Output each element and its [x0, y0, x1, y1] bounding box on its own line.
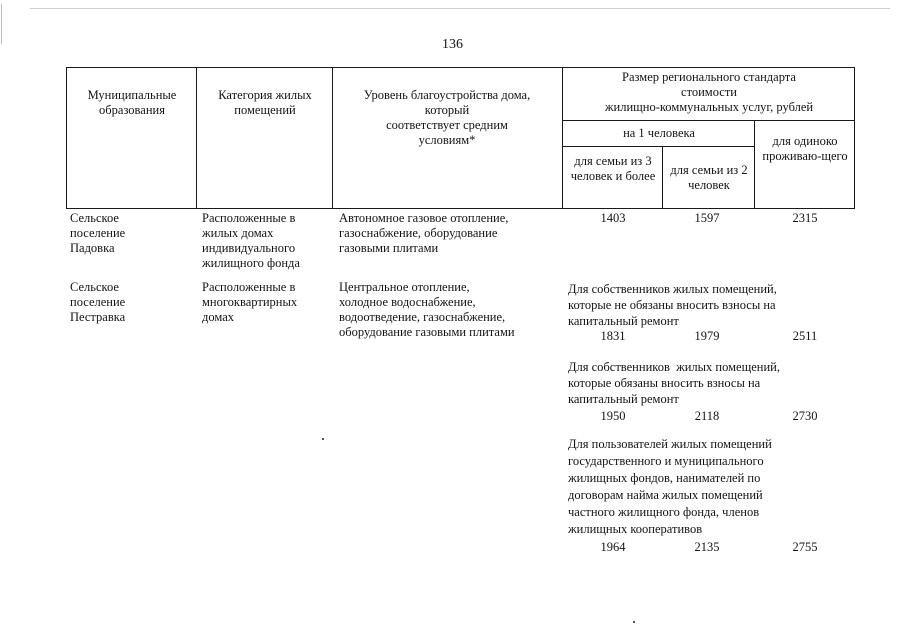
cell-line: газоснабжение, оборудование: [339, 226, 498, 240]
group-text-line: Для собственников жилых помещений,: [568, 360, 780, 374]
table-line: [66, 67, 855, 68]
group-text-line: Для собственников жилых помещений,: [568, 282, 777, 296]
value-single: 2730: [792, 409, 818, 423]
cell-line: Расположенные в: [202, 211, 296, 225]
header-family-3: для семьи из 3 человек и более: [570, 154, 656, 183]
value-family2: 1597: [694, 211, 720, 225]
value-single: 2755: [792, 540, 818, 554]
row-pestravka-municipality: [70, 280, 194, 325]
cell-line: домах: [202, 310, 234, 324]
cell-line: поселение: [70, 295, 126, 309]
group-text-line: Для пользователей жилых помещений: [568, 437, 772, 451]
table-line: [754, 120, 755, 209]
group-text-line: государственного и муниципального: [568, 454, 764, 468]
value-single: 2511: [792, 329, 818, 343]
value-family2: 1979: [694, 329, 720, 343]
header-category: Категория жилых помещений: [218, 88, 312, 117]
header-municipality: Муниципальные образования: [87, 88, 177, 117]
group-text-line: которые обязаны вносить взносы на: [568, 376, 761, 390]
owner-group-with-contribution: [568, 359, 854, 407]
table-line: [562, 120, 855, 121]
header-comfort-line: Уровень благоустройства дома,: [363, 88, 531, 102]
header-standard-line: Размер регионального стандарта: [622, 70, 796, 84]
group-text-line: жилищных фондов, нанимателей по: [568, 471, 761, 485]
cell-line: Сельское: [70, 280, 119, 294]
table-line: [332, 67, 333, 209]
group-text-line: договорам найма жилых помещений: [568, 488, 763, 502]
header-comfort-line: который: [424, 103, 470, 117]
group-text-line: капитальный ремонт: [568, 392, 679, 406]
row-pestravka-category: [202, 280, 330, 325]
header-standard-line: жилищно-коммунальных услуг, рублей: [604, 100, 814, 114]
header-standard-line: стоимости: [681, 85, 737, 99]
header-family-2: для семьи из 2 человек: [670, 163, 748, 192]
row-pestravka-comfort: [339, 280, 561, 340]
header-per-person: на 1 человека: [623, 126, 695, 140]
table-line: [662, 146, 663, 209]
cell-line: Центральное отопление,: [339, 280, 470, 294]
cell-line: жилищного фонда: [202, 256, 300, 270]
cell-line: водоотведение, газоснабжение,: [339, 310, 506, 324]
cell-line: Автономное газовое отопление,: [339, 211, 509, 225]
cell-line: индивидуального: [202, 241, 296, 255]
cell-line: Пестравка: [70, 310, 126, 324]
cell-line: многоквартирных: [202, 295, 298, 309]
cell-line: Расположенные в: [202, 280, 296, 294]
header-comfort-level: [336, 88, 558, 148]
cell-line: холодное водоснабжение,: [339, 295, 476, 309]
table-line: [196, 67, 197, 209]
value-family3: 1403: [600, 211, 626, 225]
group-text-line: которые не обязаны вносить взносы на: [568, 298, 776, 312]
cell-line: газовыми плитами: [339, 241, 439, 255]
cell-line: поселение: [70, 226, 126, 240]
value-family2: 2118: [694, 409, 720, 423]
table-line: [562, 146, 754, 147]
group-text-line: частного жилищного фонда, членов: [568, 505, 760, 519]
value-family3: 1964: [600, 540, 626, 554]
header-single: для одиноко проживаю-щего: [762, 134, 848, 163]
cell-line: Сельское: [70, 211, 119, 225]
header-comfort-line: условиям*: [418, 133, 476, 147]
group-text-line: жилищных кооперативов: [568, 522, 703, 536]
cell-line: Падовка: [70, 241, 115, 255]
value-family3: 1831: [600, 329, 626, 343]
cell-line: оборудование газовыми плитами: [339, 325, 515, 339]
owner-group-no-contribution: [568, 281, 854, 329]
row-padovka-municipality: [70, 211, 194, 256]
table-line: [66, 208, 855, 209]
value-single: 2315: [792, 211, 818, 225]
header-standard-size: [564, 70, 854, 115]
table-line: [854, 67, 855, 209]
tenant-group: [568, 436, 854, 538]
cell-line: жилых домах: [202, 226, 274, 240]
value-family3: 1950: [600, 409, 626, 423]
row-padovka-comfort: [339, 211, 561, 256]
header-comfort-line: соответствует средним: [386, 118, 508, 132]
table-line: [66, 67, 67, 209]
row-padovka-category: [202, 211, 330, 271]
group-text-line: капитальный ремонт: [568, 314, 679, 328]
value-family2: 2135: [694, 540, 720, 554]
page-number: 136: [442, 37, 463, 52]
table-line: [562, 67, 563, 209]
